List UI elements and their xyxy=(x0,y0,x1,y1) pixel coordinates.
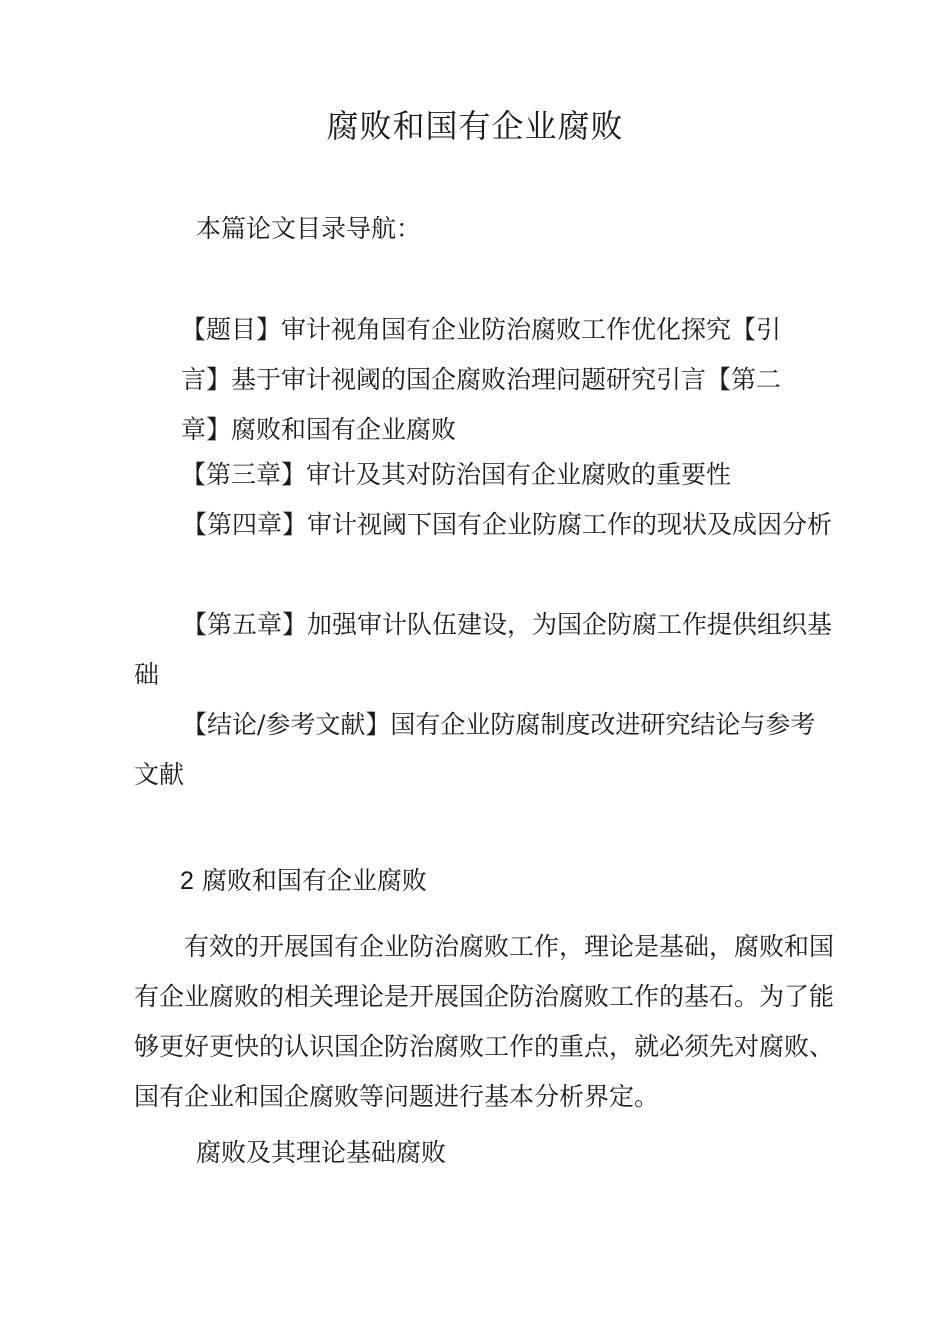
toc-item-4: 【第五章】加强审计队伍建设，为国企防腐工作提供组织基础 xyxy=(134,610,833,689)
toc-item-5: 【结论/参考文献】国有企业防腐制度改进研究结论与参考文献 xyxy=(134,710,816,789)
section-heading xyxy=(180,864,427,898)
toc-item-1: 【题目】审计视角国有企业防治腐败工作优化探究【引言】基于审计视阈的国企腐败治理问题研究引言【第二章】腐败和国有企业腐败 xyxy=(181,315,782,444)
body-paragraph: 有效的开展国有企业防治腐败工作，理论是基础，腐败和国有企业腐败的相关理论是开展国企防治腐败工作的基石。为了能够更好更快的认识国企防治腐败工作的重点，就必须先对腐败、国有企业和国企腐败等问题进行基本分析界定。 xyxy=(134,932,835,1111)
toc-item-3: 【第四章】审计视阈下国有企业防腐工作的现状及成因分析 xyxy=(182,510,833,539)
subheading: 腐败及其理论基础腐败 xyxy=(196,1138,447,1167)
toc-heading: 本篇论文目录导航： xyxy=(196,214,422,243)
page-title: 腐败和国有企业腐败 xyxy=(326,107,624,145)
section-number: 2 xyxy=(180,867,194,895)
toc-item-2: 【第三章】审计及其对防治国有企业腐败的重要性 xyxy=(181,460,732,489)
section-title: 腐败和国有企业腐败 xyxy=(201,866,427,895)
